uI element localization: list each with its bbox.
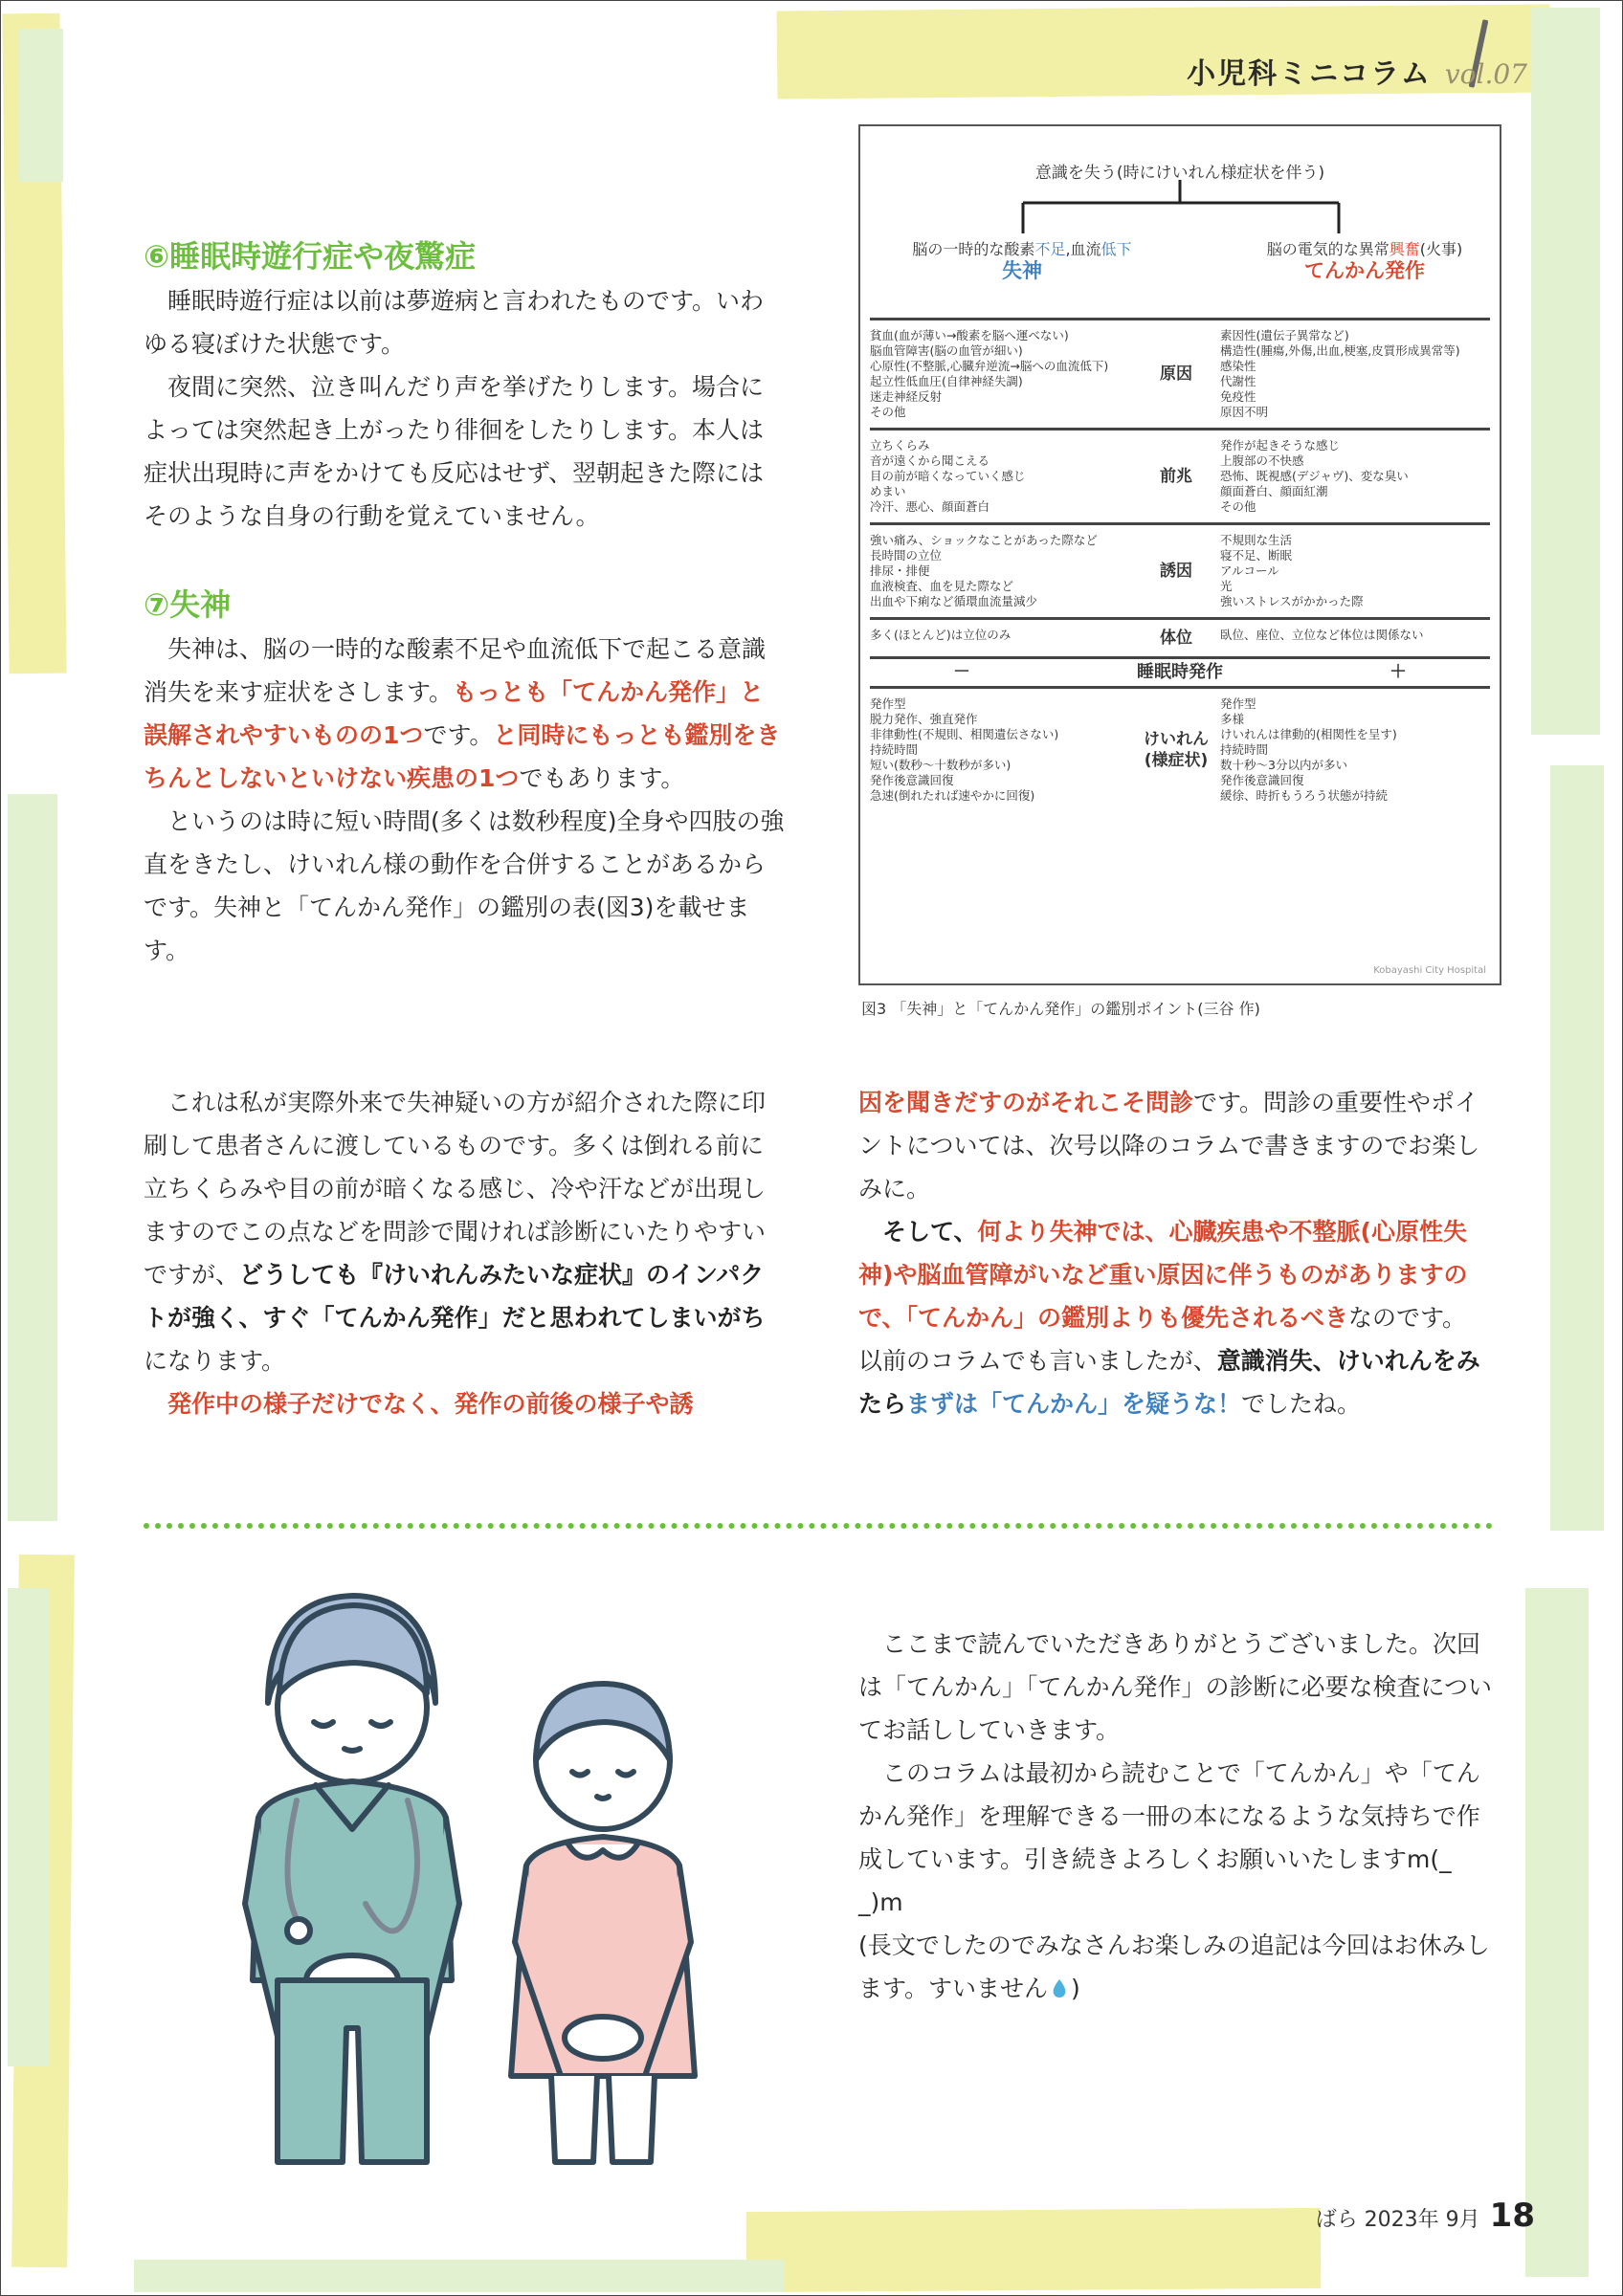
- table-cell-line: 原因不明: [1220, 405, 1269, 419]
- row-right: [1214, 628, 1490, 649]
- text: これは私が実際外来で失神疑いの方が紹介された際に印刷して患者さんに渡しているものです。多くは倒れる前に立ちくらみや目の前が暗くなる感じ、冷や汗などが出現しますのでこの点などを問診で聞ければ診断にいたりやすいですが、: [144, 1089, 767, 1289]
- table-cell-line: 感染性: [1220, 359, 1256, 373]
- row-label: [1138, 696, 1214, 804]
- bg-stripe: [8, 1588, 50, 2066]
- red-emphasis: と同時にもっとも鑑別をきちんとしないといけない疾患の1つ: [144, 721, 781, 792]
- table-cell-line: その他: [870, 405, 906, 419]
- table-cell-line: 強い痛み、ショックなことがあった際など: [870, 533, 1098, 547]
- table-cell-line: 発作後意識回復: [1220, 773, 1304, 787]
- figure-caption: 図3 「失神」と「てんかん発作」の鑑別ポイント(三谷 作): [861, 1000, 1260, 1018]
- table-cell-line: 排尿・排便: [870, 563, 930, 578]
- text: (火事): [1419, 240, 1463, 258]
- section7-paragraph: というのは時に短い時間(多くは数秒程度)全身や四肢の強直をきたし、けいれん様の動作を合併することがあるからです。失神と「てんかん発作」の鑑別の表(図3)を載せます。: [144, 807, 785, 964]
- sleep-plus: ＋: [1390, 662, 1407, 682]
- red-emphasis: 心臓疾患や不整脈: [1168, 1218, 1361, 1246]
- paragraph: ここまで読んでいただきありがとうございました。次回は「てんかん」「てんかん発作」の診断に必要な検査についてお話ししていきます。: [858, 1630, 1493, 1744]
- text: 低下: [1101, 240, 1132, 258]
- bg-stripe: [19, 29, 63, 182]
- paragraph: [144, 1081, 787, 1382]
- table-cell-line: めまい: [870, 484, 906, 498]
- table-cell-line: 急速(倒れたれば速やかに回復): [870, 788, 1035, 803]
- section7-paragraph: [144, 628, 787, 800]
- figure-credit: Kobayashi City Hospital: [1373, 965, 1486, 976]
- table-cell-line: 光: [1220, 579, 1233, 593]
- column-header: [1187, 50, 1527, 92]
- table-cell-line: 強いストレスがかかった際: [1220, 594, 1364, 608]
- table-cell-line: その他: [1220, 499, 1256, 514]
- table-row: [870, 617, 1490, 656]
- text: でしたね。: [1241, 1390, 1362, 1418]
- red-paragraph: 発作中の様子だけでなく、発作の前後の様子や誘: [167, 1390, 694, 1418]
- row-right: [1214, 696, 1490, 804]
- table-cell-line: 免疫性: [1220, 389, 1256, 404]
- nurse-legs: [551, 2076, 655, 2162]
- section7-heading: ⑦失神: [144, 586, 232, 623]
- red-emphasis: 脳血管障がい: [917, 1261, 1061, 1289]
- nurse-mouth: [597, 1797, 609, 1799]
- table-cell-line: 多く(ほとんど)は立位のみ: [870, 628, 1012, 642]
- table-cell-line: 持続時間: [870, 742, 919, 757]
- bg-stripe: [1525, 1588, 1589, 2277]
- text: ,血流: [1065, 240, 1101, 258]
- text: 脳の電気的な異常: [1266, 240, 1390, 258]
- table-cell-line: 迷走神経反射: [870, 389, 943, 404]
- row-left: [870, 438, 1138, 515]
- text: 興奮: [1389, 240, 1420, 258]
- doctor-mouth: [345, 1749, 360, 1751]
- sleep-minus: －: [953, 662, 970, 682]
- paragraph: [858, 1924, 1501, 2010]
- bg-stripe: [1550, 765, 1604, 1531]
- bg-stripe: [1531, 8, 1600, 735]
- row-label: 原因: [1160, 364, 1192, 384]
- blue-emphasis: まずは「てんかん」を疑うな！: [906, 1390, 1242, 1418]
- table-cell-line: 発作型: [870, 696, 906, 711]
- text: です。: [423, 721, 494, 749]
- section6-paragraph: 睡眠時遊行症は以前は夢遊病と言われたものです。いわゆる寝ぼけた状態です。: [144, 287, 765, 358]
- table-cell-line: 素因性(遺伝子異常など): [1220, 328, 1349, 342]
- red-emphasis: もっとも「てんかん発作」と誤解されやすいものの1つ: [144, 678, 765, 749]
- row-left: [870, 533, 1138, 609]
- row-label: 前兆: [1160, 467, 1192, 486]
- table-cell-line: 多様: [1220, 712, 1245, 726]
- table-cell-line: アルコール: [1220, 563, 1279, 578]
- nurse-eye: [618, 1772, 634, 1776]
- paragraph: このコラムは最初から読むことで「てんかん」や「てんかん発作」を理解できる一冊の本になるような気持ちで作成しています。引き続きよろしくお願いいたしますm(_ _)m: [858, 1759, 1480, 1916]
- row-right: [1214, 533, 1490, 609]
- table-row: [870, 686, 1490, 811]
- table-cell-line: 寝不足、断眠: [1220, 548, 1293, 563]
- row-right: [1214, 438, 1490, 515]
- red-emphasis: (心原性失神)や: [858, 1218, 1467, 1289]
- nurse-eye: [572, 1772, 588, 1776]
- dotted-divider: [144, 1523, 1493, 1529]
- figure-left-title: [893, 239, 1151, 283]
- closing-column: [858, 1623, 1501, 2010]
- text: になります。: [144, 1347, 286, 1375]
- table-row: [870, 428, 1490, 522]
- text: 以前のコラムでも言いましたが、: [858, 1347, 1217, 1375]
- text: なのです。: [1348, 1304, 1467, 1332]
- table-cell-line: 発作型: [1220, 696, 1256, 711]
- sleep-row: [870, 656, 1490, 686]
- table-cell-line: 発作が起きそうな感じ: [1220, 438, 1341, 453]
- page-footer: [1316, 2197, 1535, 2235]
- doctor-legs: [278, 1980, 427, 2162]
- bold-emphasis: どうしても『けいれんみたいな症状』のインパクトが強く、すぐ「てんかん発作」だと思われてしまいがち: [144, 1261, 766, 1332]
- row-left: [870, 328, 1138, 420]
- table-cell-line: 長時間の立位: [870, 548, 943, 563]
- paragraph: [858, 1339, 1501, 1425]
- text: (長文でしたのでみなさんお楽しみの追記は今回はお休みします。すいません: [858, 1932, 1490, 2002]
- doctor-nurse-illustration: [239, 1578, 737, 2172]
- table-cell-line: 恐怖、既視感(デジャヴ)、変な臭い: [1220, 469, 1409, 483]
- comparison-table: [870, 318, 1490, 811]
- figure-top-label: 意識を失う(時にけいれん様症状を伴う): [1034, 164, 1325, 183]
- left-column-top: [144, 233, 787, 972]
- text: 不足: [1034, 240, 1066, 258]
- column-title: 小児科ミニコラム: [1187, 57, 1432, 91]
- table-cell-line: 不規則な生活: [1220, 533, 1293, 547]
- doctor-torso: [253, 1781, 452, 1980]
- table-row: [870, 522, 1490, 617]
- section6-heading: ⑥睡眠時遊行症や夜驚症: [144, 238, 477, 275]
- table-cell-line: 上腹部の不快感: [1220, 453, 1304, 468]
- row-left: [870, 696, 1138, 804]
- middle-right-column: [858, 1081, 1501, 1425]
- table-cell-line: 脱力発作、強直発作: [870, 712, 978, 726]
- doctor-figure: [245, 1596, 459, 2162]
- bg-stripe: [8, 794, 57, 1521]
- magazine-issue: ばら 2023年 9月: [1315, 2208, 1480, 2232]
- red-emphasis: など重い原因に伴うものがありますので、「てんかん」の鑑別よりも優先されるべき: [858, 1261, 1468, 1332]
- bg-stripe: [134, 2260, 785, 2292]
- middle-left-column: [144, 1081, 787, 1425]
- red-emphasis: 何より失神では、: [977, 1218, 1169, 1246]
- table-cell-line: 目の前が暗くなっていく感じ: [870, 469, 1026, 483]
- volume-label: vol.07: [1444, 58, 1527, 90]
- table-cell-line: 臥位、座位、立位など体位は関係ない: [1220, 628, 1424, 642]
- table-cell-line: 出血や下痢など循環血流量減少: [870, 594, 1038, 608]
- text: (様症状): [1144, 751, 1209, 770]
- table-cell-line: 音が遠くから聞こえる: [870, 453, 990, 468]
- text: です。問診の重要性やポイントについては、次号以降のコラムで書きますのでお楽しみに。: [858, 1089, 1480, 1203]
- table-cell-line: 構造性(腫瘍,外傷,出血,梗塞,皮質形成異常等): [1220, 343, 1460, 358]
- table-cell-line: 脳血管障害(脳の血管が細い): [870, 343, 1023, 358]
- epilepsy-title: てんかん発作: [1304, 259, 1425, 282]
- table-cell-line: 発作後意識回復: [870, 773, 954, 787]
- page-number: 18: [1489, 2197, 1535, 2235]
- table-cell-line: 顔面蒼白、顔面紅潮: [1220, 484, 1328, 498]
- paragraph: [858, 1081, 1501, 1210]
- syncope-title: 失神: [1002, 259, 1042, 282]
- table-cell-line: 緩徐、時折もうろう状態が持続: [1220, 788, 1389, 803]
- row-right: [1214, 328, 1490, 420]
- table-cell-line: 貧血(血が薄い→酸素を脳へ運べない): [870, 328, 1069, 342]
- row-left: [870, 628, 1138, 649]
- text: けいれん: [1144, 730, 1209, 749]
- table-cell-line: けいれんは律動的(相関性を呈す): [1220, 727, 1397, 741]
- text: でもあります。: [519, 764, 685, 792]
- tree-connector: [860, 126, 1500, 318]
- table-cell-line: 心原性(不整脈,心臓弁逆流→脳への血流低下): [870, 359, 1109, 373]
- nurse-hands: [565, 2017, 641, 2059]
- table-cell-line: 血液検査、血を見た際など: [870, 579, 1014, 593]
- nurse-figure: [511, 1684, 695, 2162]
- figure-3: [858, 124, 1501, 985]
- text: 失神は、脳の一時的な酸素不足や血流低下で起こる意識消失を来す症状をさします。: [144, 635, 767, 706]
- figure-right-title: [1235, 239, 1494, 283]
- stethoscope-head: [287, 1919, 310, 1942]
- table-cell-line: 代謝性: [1220, 374, 1256, 388]
- red-emphasis: 因を聞きだすのがそれこそ問診: [858, 1089, 1194, 1116]
- table-cell-line: 数十秒〜3分以内が多い: [1220, 758, 1347, 772]
- text: ): [1071, 1975, 1080, 2002]
- bg-stripe: [746, 2208, 1322, 2292]
- table-cell-line: 起立性低血圧(自律神経失調): [870, 374, 1023, 388]
- section6-paragraph: 夜間に突然、泣き叫んだり声を挙げたりします。場合によっては突然起き上がったり徘徊をしたりします。本人は症状出現時に声をかけても反応はせず、翌朝起きた際にはそのような自身の行動を覚えていません。: [144, 373, 765, 530]
- table-row: [870, 318, 1490, 428]
- table-cell-line: 非律動性(不規則、相関遺伝さない): [870, 727, 1059, 741]
- sweat-drop-icon: [1048, 1977, 1071, 2000]
- sleep-label: 睡眠時発作: [1137, 662, 1223, 682]
- table-cell-line: 持続時間: [1220, 742, 1269, 757]
- table-cell-line: 立ちくらみ: [870, 438, 930, 453]
- row-label: 体位: [1160, 629, 1192, 648]
- table-cell-line: 短い(数秒〜十数秒が多い): [870, 758, 1012, 772]
- text: 脳の一時的な酸素: [912, 240, 1035, 258]
- row-label: 誘因: [1160, 562, 1192, 581]
- bold-emphasis: そして、: [882, 1218, 978, 1246]
- paragraph: [858, 1210, 1501, 1339]
- bold-emphasis: 意識消失、けいれんをみたら: [858, 1347, 1480, 1418]
- table-cell-line: 冷汗、悪心、顔面蒼白: [870, 499, 990, 514]
